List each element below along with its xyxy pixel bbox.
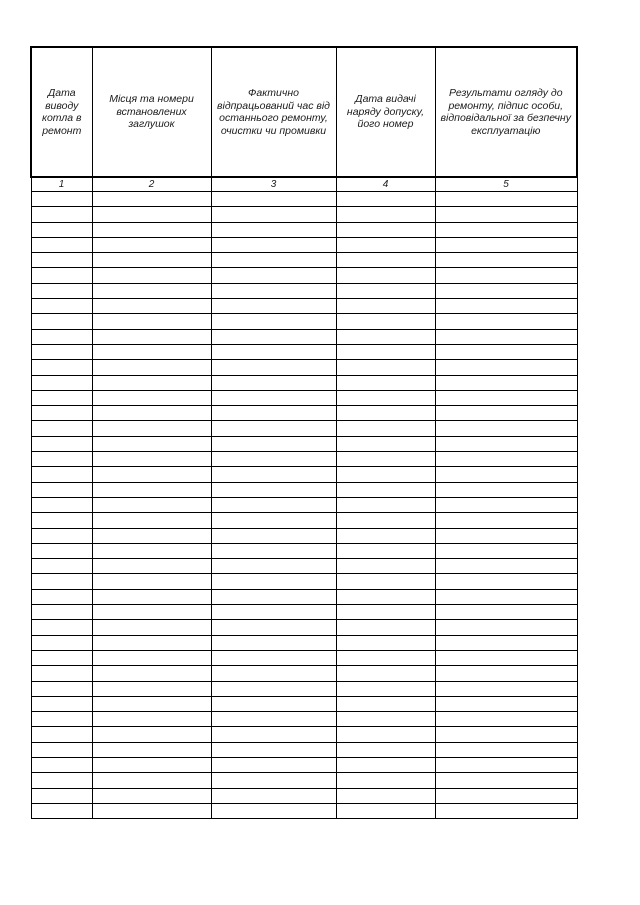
table-cell bbox=[435, 635, 577, 650]
table-row bbox=[31, 605, 577, 620]
col-number: 2 bbox=[92, 177, 211, 192]
table-cell bbox=[435, 482, 577, 497]
table-row bbox=[31, 742, 577, 757]
table-cell bbox=[336, 681, 435, 696]
table-cell bbox=[211, 283, 336, 298]
table-cell bbox=[211, 268, 336, 283]
boiler-repair-log-table bbox=[30, 46, 578, 819]
table-cell bbox=[92, 605, 211, 620]
table-cell bbox=[211, 222, 336, 237]
table-cell bbox=[336, 803, 435, 818]
table-cell bbox=[31, 421, 92, 436]
col-header-plug-locations: Місця та номери встановлених заглушок bbox=[92, 47, 211, 177]
table-cell bbox=[31, 237, 92, 252]
table-cell bbox=[336, 192, 435, 207]
table-cell bbox=[211, 329, 336, 344]
table-cell bbox=[31, 666, 92, 681]
table-cell bbox=[31, 222, 92, 237]
table-cell bbox=[211, 467, 336, 482]
table-row bbox=[31, 513, 577, 528]
table-cell bbox=[92, 620, 211, 635]
table-cell bbox=[92, 237, 211, 252]
table-cell bbox=[31, 727, 92, 742]
table-row bbox=[31, 283, 577, 298]
table-cell bbox=[435, 237, 577, 252]
table-cell bbox=[435, 696, 577, 711]
table-cell bbox=[435, 803, 577, 818]
table-row bbox=[31, 650, 577, 665]
table-cell bbox=[211, 436, 336, 451]
table-cell bbox=[211, 528, 336, 543]
table-cell bbox=[211, 666, 336, 681]
table-cell bbox=[336, 360, 435, 375]
table-cell bbox=[211, 803, 336, 818]
table-cell bbox=[435, 574, 577, 589]
table-row bbox=[31, 696, 577, 711]
table-cell bbox=[92, 727, 211, 742]
table-cell bbox=[435, 467, 577, 482]
table-cell bbox=[31, 788, 92, 803]
table-cell bbox=[435, 681, 577, 696]
table-row bbox=[31, 375, 577, 390]
table-cell bbox=[336, 375, 435, 390]
table-cell bbox=[336, 543, 435, 558]
table-cell bbox=[211, 482, 336, 497]
table-cell bbox=[435, 375, 577, 390]
table-cell bbox=[336, 390, 435, 405]
table-cell bbox=[211, 360, 336, 375]
table-cell bbox=[92, 283, 211, 298]
table-cell bbox=[435, 543, 577, 558]
col-header-inspection-results: Результати огляду до ремонту, підпис особи, відповідальної за безпечну експлуатацію bbox=[435, 47, 577, 177]
table-cell bbox=[31, 574, 92, 589]
table-cell bbox=[211, 574, 336, 589]
table-row bbox=[31, 360, 577, 375]
table-cell bbox=[92, 757, 211, 772]
col-number: 4 bbox=[336, 177, 435, 192]
table-cell bbox=[211, 375, 336, 390]
table-cell bbox=[211, 681, 336, 696]
table-cell bbox=[31, 742, 92, 757]
table-cell bbox=[211, 620, 336, 635]
table-cell bbox=[92, 803, 211, 818]
table-cell bbox=[435, 589, 577, 604]
table-cell bbox=[211, 650, 336, 665]
table-cell bbox=[92, 268, 211, 283]
table-cell bbox=[31, 497, 92, 512]
table-row bbox=[31, 803, 577, 818]
table-cell bbox=[211, 452, 336, 467]
table-cell bbox=[92, 222, 211, 237]
table-cell bbox=[211, 757, 336, 772]
table-cell bbox=[336, 344, 435, 359]
table-cell bbox=[336, 788, 435, 803]
table-cell bbox=[336, 421, 435, 436]
table-row bbox=[31, 329, 577, 344]
table-row bbox=[31, 681, 577, 696]
table-cell bbox=[336, 757, 435, 772]
table-cell bbox=[31, 620, 92, 635]
table-cell bbox=[92, 788, 211, 803]
table-cell bbox=[211, 406, 336, 421]
table-cell bbox=[92, 253, 211, 268]
table-cell bbox=[435, 222, 577, 237]
header-row bbox=[31, 47, 577, 177]
table-cell bbox=[211, 559, 336, 574]
table-cell bbox=[211, 390, 336, 405]
table-cell bbox=[336, 559, 435, 574]
table-cell bbox=[92, 696, 211, 711]
table-cell bbox=[211, 635, 336, 650]
table-cell bbox=[435, 742, 577, 757]
table-cell bbox=[435, 299, 577, 314]
table-cell bbox=[31, 589, 92, 604]
table-cell bbox=[92, 574, 211, 589]
table-cell bbox=[31, 360, 92, 375]
table-cell bbox=[92, 452, 211, 467]
table-cell bbox=[92, 482, 211, 497]
table-cell bbox=[336, 574, 435, 589]
table-row bbox=[31, 390, 577, 405]
table-cell bbox=[92, 773, 211, 788]
table-row bbox=[31, 757, 577, 772]
table-cell bbox=[31, 268, 92, 283]
table-row bbox=[31, 222, 577, 237]
table-cell bbox=[435, 605, 577, 620]
table-cell bbox=[435, 207, 577, 222]
table-cell bbox=[31, 207, 92, 222]
table-row bbox=[31, 421, 577, 436]
table-cell bbox=[435, 452, 577, 467]
table-row bbox=[31, 666, 577, 681]
table-cell bbox=[31, 513, 92, 528]
table-cell bbox=[435, 344, 577, 359]
table-cell bbox=[31, 650, 92, 665]
table-cell bbox=[31, 452, 92, 467]
table-cell bbox=[92, 528, 211, 543]
table-cell bbox=[211, 513, 336, 528]
table-cell bbox=[211, 589, 336, 604]
table-cell bbox=[31, 482, 92, 497]
col-number: 3 bbox=[211, 177, 336, 192]
table-cell bbox=[92, 712, 211, 727]
table-cell bbox=[92, 299, 211, 314]
table-row bbox=[31, 207, 577, 222]
table-cell bbox=[435, 620, 577, 635]
table-row bbox=[31, 452, 577, 467]
table-cell bbox=[92, 681, 211, 696]
table-cell bbox=[336, 329, 435, 344]
table-row bbox=[31, 314, 577, 329]
col-header-repair-date: Дата виводу котла в ремонт bbox=[31, 47, 92, 177]
table-cell bbox=[435, 788, 577, 803]
table-row bbox=[31, 436, 577, 451]
table-row bbox=[31, 253, 577, 268]
table-row bbox=[31, 528, 577, 543]
table-cell bbox=[435, 712, 577, 727]
table-row bbox=[31, 268, 577, 283]
table-cell bbox=[211, 696, 336, 711]
table-cell bbox=[31, 757, 92, 772]
table-cell bbox=[336, 253, 435, 268]
table-cell bbox=[92, 742, 211, 757]
table-cell bbox=[92, 207, 211, 222]
table-cell bbox=[435, 757, 577, 772]
table-cell bbox=[211, 253, 336, 268]
table-row bbox=[31, 712, 577, 727]
table-cell bbox=[92, 436, 211, 451]
table-row bbox=[31, 589, 577, 604]
table-cell bbox=[92, 360, 211, 375]
table-cell bbox=[31, 253, 92, 268]
table-cell bbox=[92, 375, 211, 390]
table-cell bbox=[92, 421, 211, 436]
table-cell bbox=[336, 727, 435, 742]
table-cell bbox=[31, 605, 92, 620]
table-cell bbox=[92, 559, 211, 574]
table-row bbox=[31, 344, 577, 359]
table-cell bbox=[336, 283, 435, 298]
table-cell bbox=[31, 543, 92, 558]
table-cell bbox=[435, 406, 577, 421]
table-cell bbox=[435, 436, 577, 451]
table-cell bbox=[336, 237, 435, 252]
table-cell bbox=[31, 390, 92, 405]
table-cell bbox=[336, 620, 435, 635]
table-cell bbox=[435, 283, 577, 298]
table-cell bbox=[31, 299, 92, 314]
table-cell bbox=[336, 452, 435, 467]
table-cell bbox=[336, 650, 435, 665]
table-cell bbox=[336, 299, 435, 314]
table-row bbox=[31, 574, 577, 589]
table-cell bbox=[435, 727, 577, 742]
table-cell bbox=[435, 329, 577, 344]
table-cell bbox=[435, 666, 577, 681]
table-cell bbox=[92, 192, 211, 207]
table-cell bbox=[435, 314, 577, 329]
table-cell bbox=[435, 253, 577, 268]
table-cell bbox=[92, 344, 211, 359]
table-cell bbox=[336, 635, 435, 650]
table-cell bbox=[336, 513, 435, 528]
table-cell bbox=[92, 543, 211, 558]
col-number: 5 bbox=[435, 177, 577, 192]
table-cell bbox=[211, 421, 336, 436]
table-cell bbox=[211, 742, 336, 757]
table-row bbox=[31, 299, 577, 314]
table-cell bbox=[336, 497, 435, 512]
table-cell bbox=[336, 467, 435, 482]
col-header-permit-date: Дата видачі наряду допуску, його номер bbox=[336, 47, 435, 177]
table-cell bbox=[31, 192, 92, 207]
table-cell bbox=[92, 314, 211, 329]
table-cell bbox=[92, 635, 211, 650]
table-row bbox=[31, 559, 577, 574]
table-cell bbox=[211, 497, 336, 512]
table-cell bbox=[336, 207, 435, 222]
table-cell bbox=[31, 696, 92, 711]
table-cell bbox=[211, 192, 336, 207]
table-cell bbox=[31, 283, 92, 298]
table-cell bbox=[336, 268, 435, 283]
table-cell bbox=[211, 314, 336, 329]
table-cell bbox=[435, 528, 577, 543]
table-cell bbox=[435, 773, 577, 788]
table-cell bbox=[435, 390, 577, 405]
table-row bbox=[31, 497, 577, 512]
table-row bbox=[31, 192, 577, 207]
table-row bbox=[31, 620, 577, 635]
column-number-row bbox=[31, 177, 577, 192]
table-cell bbox=[211, 299, 336, 314]
table-cell bbox=[211, 207, 336, 222]
table-cell bbox=[435, 513, 577, 528]
table-cell bbox=[336, 773, 435, 788]
table-cell bbox=[31, 681, 92, 696]
table-cell bbox=[92, 329, 211, 344]
table-cell bbox=[435, 421, 577, 436]
table-row bbox=[31, 237, 577, 252]
table-cell bbox=[31, 528, 92, 543]
table-cell bbox=[336, 712, 435, 727]
table-cell bbox=[336, 406, 435, 421]
table-cell bbox=[211, 543, 336, 558]
table-cell bbox=[31, 773, 92, 788]
table-row bbox=[31, 482, 577, 497]
table-row bbox=[31, 788, 577, 803]
col-header-hours-worked: Фактично відпрацьований час від останнього ремонту, очистки чи промивки bbox=[211, 47, 336, 177]
table-cell bbox=[336, 605, 435, 620]
table-cell bbox=[92, 390, 211, 405]
table-cell bbox=[92, 467, 211, 482]
table-cell bbox=[31, 635, 92, 650]
table-cell bbox=[92, 406, 211, 421]
table-cell bbox=[31, 344, 92, 359]
table-cell bbox=[435, 497, 577, 512]
table-cell bbox=[31, 803, 92, 818]
table-cell bbox=[31, 436, 92, 451]
table-cell bbox=[435, 192, 577, 207]
table-row bbox=[31, 727, 577, 742]
table-cell bbox=[336, 314, 435, 329]
table-cell bbox=[31, 559, 92, 574]
table-cell bbox=[31, 314, 92, 329]
table-cell bbox=[435, 559, 577, 574]
table-cell bbox=[92, 650, 211, 665]
table-cell bbox=[211, 344, 336, 359]
table-cell bbox=[336, 589, 435, 604]
table-cell bbox=[336, 482, 435, 497]
table-cell bbox=[336, 222, 435, 237]
table-cell bbox=[92, 666, 211, 681]
table-cell bbox=[31, 467, 92, 482]
table-cell bbox=[211, 712, 336, 727]
table-cell bbox=[31, 375, 92, 390]
table-cell bbox=[92, 497, 211, 512]
table-cell bbox=[211, 773, 336, 788]
table-cell bbox=[435, 268, 577, 283]
table-cell bbox=[336, 528, 435, 543]
table-cell bbox=[211, 605, 336, 620]
table-cell bbox=[31, 329, 92, 344]
table-cell bbox=[336, 742, 435, 757]
table-row bbox=[31, 543, 577, 558]
table-cell bbox=[31, 406, 92, 421]
table-row bbox=[31, 406, 577, 421]
table-row bbox=[31, 773, 577, 788]
table-cell bbox=[435, 650, 577, 665]
col-number: 1 bbox=[31, 177, 92, 192]
table-cell bbox=[211, 727, 336, 742]
table-row bbox=[31, 467, 577, 482]
table-cell bbox=[31, 712, 92, 727]
table-cell bbox=[92, 589, 211, 604]
table-cell bbox=[92, 513, 211, 528]
table-row bbox=[31, 635, 577, 650]
table-cell bbox=[211, 788, 336, 803]
table-cell bbox=[211, 237, 336, 252]
table-cell bbox=[435, 360, 577, 375]
table-cell bbox=[336, 666, 435, 681]
table-cell bbox=[336, 436, 435, 451]
table-cell bbox=[336, 696, 435, 711]
